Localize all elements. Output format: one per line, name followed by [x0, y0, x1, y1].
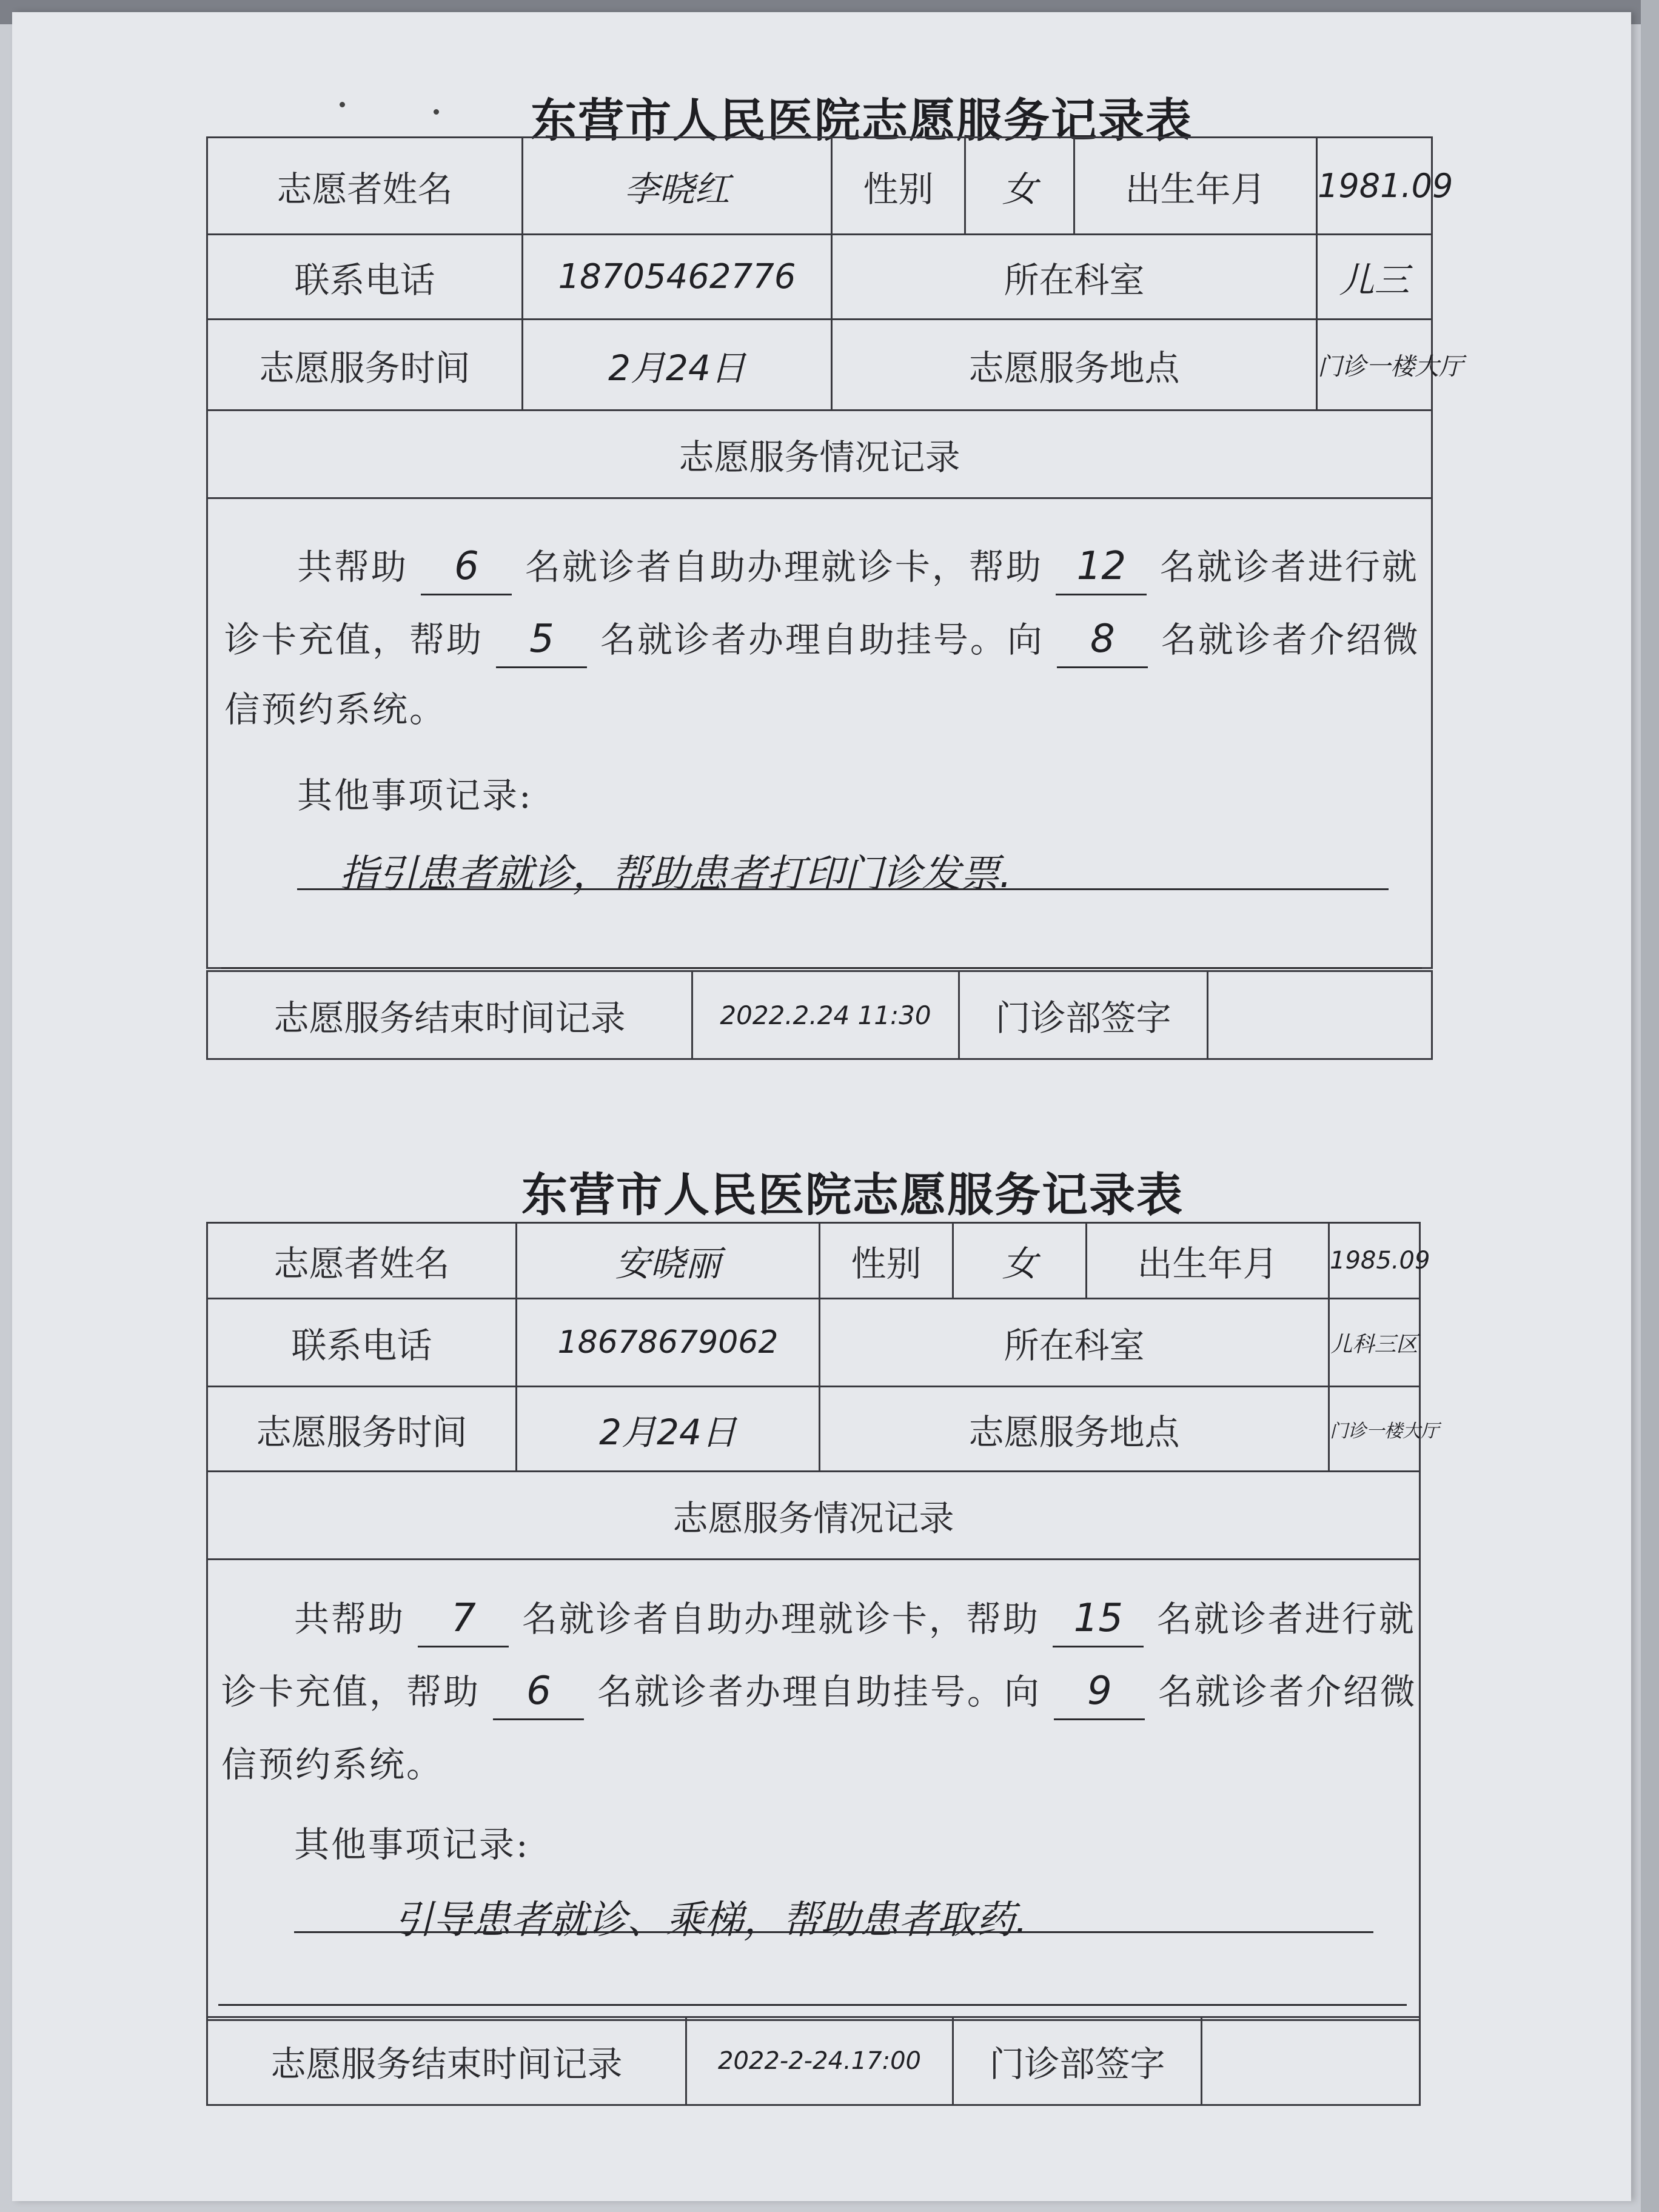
ink-dot — [434, 109, 439, 115]
form-title: 东营市人民医院志愿服务记录表 — [531, 93, 1193, 147]
paper-sheet — [12, 12, 1631, 2201]
dept-value: 儿科三区 — [1329, 1299, 1420, 1387]
end-time-label: 志愿服务结束时间记录 — [207, 2017, 686, 2105]
count-wechat-intro: 8 — [1057, 612, 1148, 668]
narrative-text: 诊卡充值，帮助 — [221, 1671, 481, 1712]
birth-value: 1985.09 — [1329, 1223, 1420, 1299]
other-matters-label: 其他事项记录: — [294, 1824, 530, 1865]
name-value: 安晓丽 — [517, 1223, 820, 1299]
other-matters-label: 其他事项记录: — [297, 775, 533, 816]
phone-value: 18678679062 — [517, 1299, 820, 1387]
background-edge-right — [1641, 0, 1659, 2212]
end-table — [206, 970, 1433, 1060]
count-card-self-service: 6 — [421, 539, 512, 595]
narrative-line-2 — [224, 603, 1420, 676]
service-place-label: 志愿服务地点 — [820, 1387, 1329, 1472]
writing-line — [294, 1931, 1373, 1933]
narrative-text: 名就诊者自助办理就诊卡，帮助 — [521, 1598, 1040, 1640]
count-wechat-intro: 9 — [1054, 1664, 1145, 1720]
narrative-text: 名就诊者办理自助挂号。向 — [597, 1671, 1041, 1712]
writing-line — [297, 888, 1389, 890]
dept-label: 所在科室 — [832, 235, 1317, 320]
signature-label: 门诊部签字 — [953, 2017, 1202, 2105]
narrative-text: 名就诊者自助办理就诊卡，帮助 — [525, 546, 1043, 588]
dept-label: 所在科室 — [820, 1299, 1329, 1387]
narrative-text: 名就诊者进行就 — [1159, 546, 1419, 588]
count-card-recharge: 12 — [1056, 539, 1147, 595]
birth-label: 出生年月 — [1074, 138, 1317, 235]
phone-label: 联系电话 — [207, 235, 523, 320]
narrative-line-3: 信预约系统。 — [224, 689, 447, 730]
gender-value: 女 — [953, 1223, 1087, 1299]
narrative-text: 名就诊者介绍微 — [1161, 619, 1420, 660]
end-table — [206, 2016, 1421, 2106]
service-time-label: 志愿服务时间 — [207, 1387, 517, 1472]
narrative-text: 名就诊者介绍微 — [1158, 1671, 1417, 1712]
service-time-value: 2月24日 — [523, 320, 832, 411]
narrative-text: 名就诊者进行就 — [1156, 1598, 1416, 1640]
narrative-line-3: 信预约系统。 — [221, 1744, 444, 1785]
count-registration: 6 — [493, 1664, 584, 1720]
birth-value: 1981.09 — [1317, 138, 1432, 235]
narrative-line-1 — [294, 1583, 1416, 1655]
signature-value — [1202, 2017, 1420, 2105]
phone-value: 18705462776 — [523, 235, 832, 320]
signature-label: 门诊部签字 — [959, 971, 1208, 1059]
service-time-value: 2月24日 — [517, 1387, 820, 1472]
name-label: 志愿者姓名 — [207, 138, 523, 235]
other-matters-value: 引导患者就诊、乘梯，帮助患者取药. — [394, 1898, 1028, 1943]
service-place-value: 门诊一楼大厅 — [1329, 1387, 1420, 1472]
narrative-text: 共帮助 — [294, 1598, 406, 1640]
narrative-line-2 — [221, 1655, 1417, 1728]
gender-label: 性别 — [832, 138, 965, 235]
section-title: 志愿服务情况记录 — [207, 1472, 1420, 1560]
name-label: 志愿者姓名 — [207, 1223, 517, 1299]
signature-value — [1208, 971, 1432, 1059]
narrative-text: 名就诊者办理自助挂号。向 — [600, 619, 1044, 660]
end-time-label: 志愿服务结束时间记录 — [207, 971, 692, 1059]
count-card-self-service: 7 — [418, 1591, 509, 1647]
birth-label: 出生年月 — [1087, 1223, 1329, 1299]
form-title: 东营市人民医院志愿服务记录表 — [521, 1168, 1184, 1222]
end-time-value: 2022-2-24.17:00 — [686, 2017, 953, 2105]
gender-label: 性别 — [820, 1223, 953, 1299]
count-card-recharge: 15 — [1053, 1591, 1144, 1647]
section-title: 志愿服务情况记录 — [207, 411, 1432, 498]
writing-line — [218, 2004, 1407, 2006]
phone-label: 联系电话 — [207, 1299, 517, 1387]
service-time-label: 志愿服务时间 — [207, 320, 523, 411]
gender-value: 女 — [965, 138, 1074, 235]
narrative-line-1 — [297, 531, 1419, 603]
narrative-text: 诊卡充值，帮助 — [224, 619, 484, 660]
narrative-text: 共帮助 — [297, 546, 409, 588]
end-time-value: 2022.2.24 11:30 — [692, 971, 959, 1059]
other-matters-value: 指引患者就诊，帮助患者打印门诊发票. — [340, 852, 1012, 897]
name-value: 李晓红 — [523, 138, 832, 235]
service-place-label: 志愿服务地点 — [832, 320, 1317, 411]
service-place-value: 门诊一楼大厅 — [1317, 320, 1432, 411]
ink-dot — [340, 102, 345, 107]
dept-value: 儿三 — [1317, 235, 1432, 320]
writing-line — [221, 967, 1422, 969]
count-registration: 5 — [496, 612, 587, 668]
